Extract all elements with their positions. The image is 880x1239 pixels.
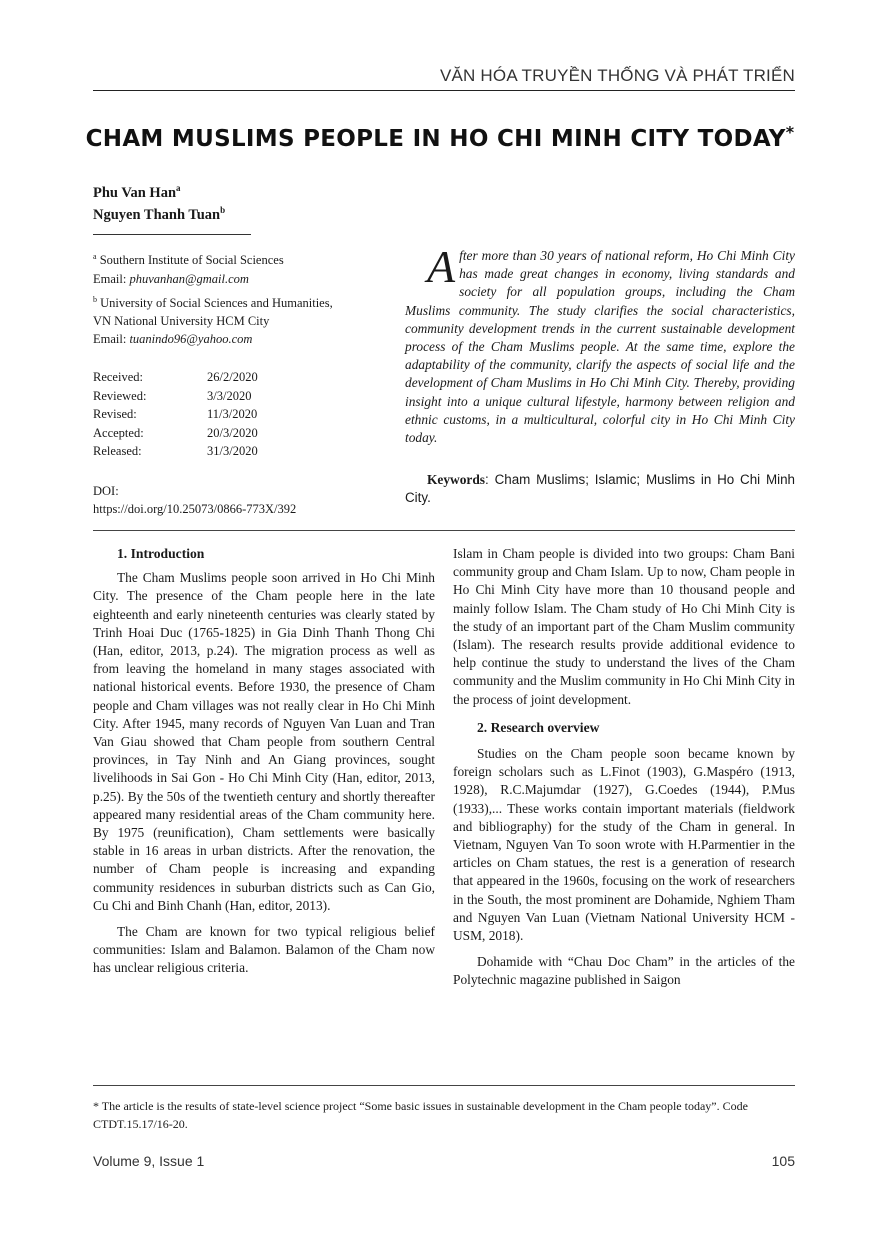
author-2 [93,205,225,224]
email-a-label: Email: [93,272,130,286]
author-rule [93,234,251,235]
date-label: Received: [93,370,143,384]
doi-label: DOI: [93,484,119,498]
affiliation-a-sup: a [93,252,97,261]
title-footnote-mark: * [785,122,795,142]
author-1-sup: a [176,183,181,193]
running-header: VĂN HÓA TRUYỀN THỐNG VÀ PHÁT TRIỂN [439,66,795,85]
date-value: 26/2/2020 [207,370,258,384]
section-heading-introduction: 1. Introduction [117,546,205,561]
abstract [405,241,795,447]
footer-page-number: 105 [771,1153,795,1169]
title-text: CHAM MUSLIMS PEOPLE IN HO CHI MINH CITY TODAY [85,126,786,152]
affiliation-b-line2: VN National University HCM City [93,314,270,329]
date-value: 3/3/2020 [207,388,252,403]
paragraph: The Cham Muslims people soon arrived in Ho Chi Minh City. The presence of the Cham people here in the late eighteenth and early nineteenth centuries was clearly stated by Trinh Hoai Duc (1765-1825) in Gia Dinh Thanh Thong Chi (Han, editor, 2013, p.24). The migration process as well as from leaving the homeland in many stages associated with national historical events. Before 1930, the presence of Cham people and Cham villages was not really clear in Ho Chi Minh City. After 1945, many records of Nguyen Van Luan and Tran Van Giau showed that Cham people from southern Central provinces, in Tay Ninh and An Giang provinces, sought livelihoods in Sai Gon - Ho Chi Minh City (Han, editor, 2013, p.25). By the 50s of the twentieth century and shortly thereafter appeared many residential areas of the Cham community here. By 1975 (reunification), Cham settlements were basically stable in 16 areas in urban districts. After the renovation, the number of Cham people is increasing and expanding community residences in suburban districts such as Can Gio, Cu Chi and Binh Chanh (Han, editor, 2013). [93,570,435,913]
date-value: 11/3/2020 [207,407,258,421]
footer-volume: Volume 9, Issue 1 [93,1153,205,1169]
date-value: 31/3/2020 [207,444,258,458]
paragraph: The Cham are known for two typical religious belief communities: Islam and Balamon. Balamon of the Cham now has unclear religious criteria. [93,924,435,976]
abstract-text: fter more than 30 years of national reform, Ho Chi Minh City has made great changes in economy, living standards and society for all population groups, including the Cham Muslims community. The study clarifies the social characteristics, community development trends in the current sustainable development process of the Cham Muslims people. At the same time, explore the adaptability of the community, clarify the aspects of social life and the development of Cham Muslims in Ho Chi Minh City. Thereby, providing insight into a unique cultural lifestyle, harmony between religion and ethnic customs, in a multicultural, colorful city in Ho Chi Minh City today. [405,248,795,446]
keywords-text: : Cham Muslims; Islamic; Muslims in Ho Chi Minh City. [405,472,795,506]
footnote-rule [93,1085,795,1086]
abstract-dropcap: A [427,241,456,292]
author-2-sup: b [220,205,226,215]
email-b-link[interactable]: tuanindo96@yahoo.com [129,332,253,346]
author-2-name: Nguyen Thanh Tuan [93,206,221,223]
date-label: Released: [93,444,142,458]
affiliation-b-sup: b [93,295,97,304]
header-rule [93,90,795,91]
date-label: Accepted: [93,425,144,440]
doi-link[interactable]: https://doi.org/10.25073/0866-773X/392 [93,502,297,516]
affiliation-b-line1: University of Social Sciences and Humanities, [100,296,333,311]
author-1 [93,183,181,202]
doi-block [93,482,296,518]
paragraph: Islam in Cham people is divided into two groups: Cham Bani community group and Cham Islam. Up to now, Cham people in Ho Chi Minh City have more than 10 thousand people and mainly follow Islam. The Cham study of Ho Chi Minh City is the study of an important part of the Cham Muslim community (Islam). The research results provide additional evidence to help continue the study to understand the lives of the Cham community and the Muslim community in Ho Chi Minh City in the process of joint development. [453,546,795,707]
email-a-line [93,270,249,288]
email-b-line [93,330,252,348]
date-value: 20/3/2020 [207,425,258,440]
email-b-label: Email: [93,332,130,346]
email-a-link[interactable]: phuvanhan@gmail.com [129,272,249,286]
affiliation-b [93,291,333,330]
footnote: * The article is the results of state-level science project “Some basic issues in sustainable development in the Cham people today”. Code CTDT.15.17/16-20. [93,1099,748,1131]
section-rule [93,530,795,531]
section-heading-research-overview: 2. Research overview [477,719,600,735]
date-label: Revised: [93,407,137,421]
left-column [93,545,435,978]
affiliation-a [93,248,284,269]
article-title [0,122,880,152]
keywords [405,471,795,507]
right-column [453,545,795,990]
date-label: Reviewed: [93,388,147,403]
author-1-name: Phu Van Han [93,184,177,201]
paragraph: Studies on the Cham people soon became known by foreign scholars such as L.Finot (1903), G.Maspéro (1913, 1928), R.C.Majumdar (1927), G.Coedes (1944), P.Mus (1933),... These works contain important materials (fieldwork and bibliography) for the study of the Cham in general. In Vietnam, Nguyen Van To soon wrote with H.Parmentier in the articles on Cham statues, the rest is a generation of research that appeared in the 1960s, focusing on the work of researchers in the South, the most prominent are Dohamide, Nghiem Tham and Nguyen Van Luan (Vietnam National University HCM - USM, 2018). [453,746,795,944]
keywords-label: Keywords [427,472,486,487]
paragraph: Dohamide with “Chau Doc Cham” in the articles of the Polytechnic magazine published in Saigon [453,954,795,988]
affiliation-a-text: Southern Institute of Social Sciences [99,253,284,268]
